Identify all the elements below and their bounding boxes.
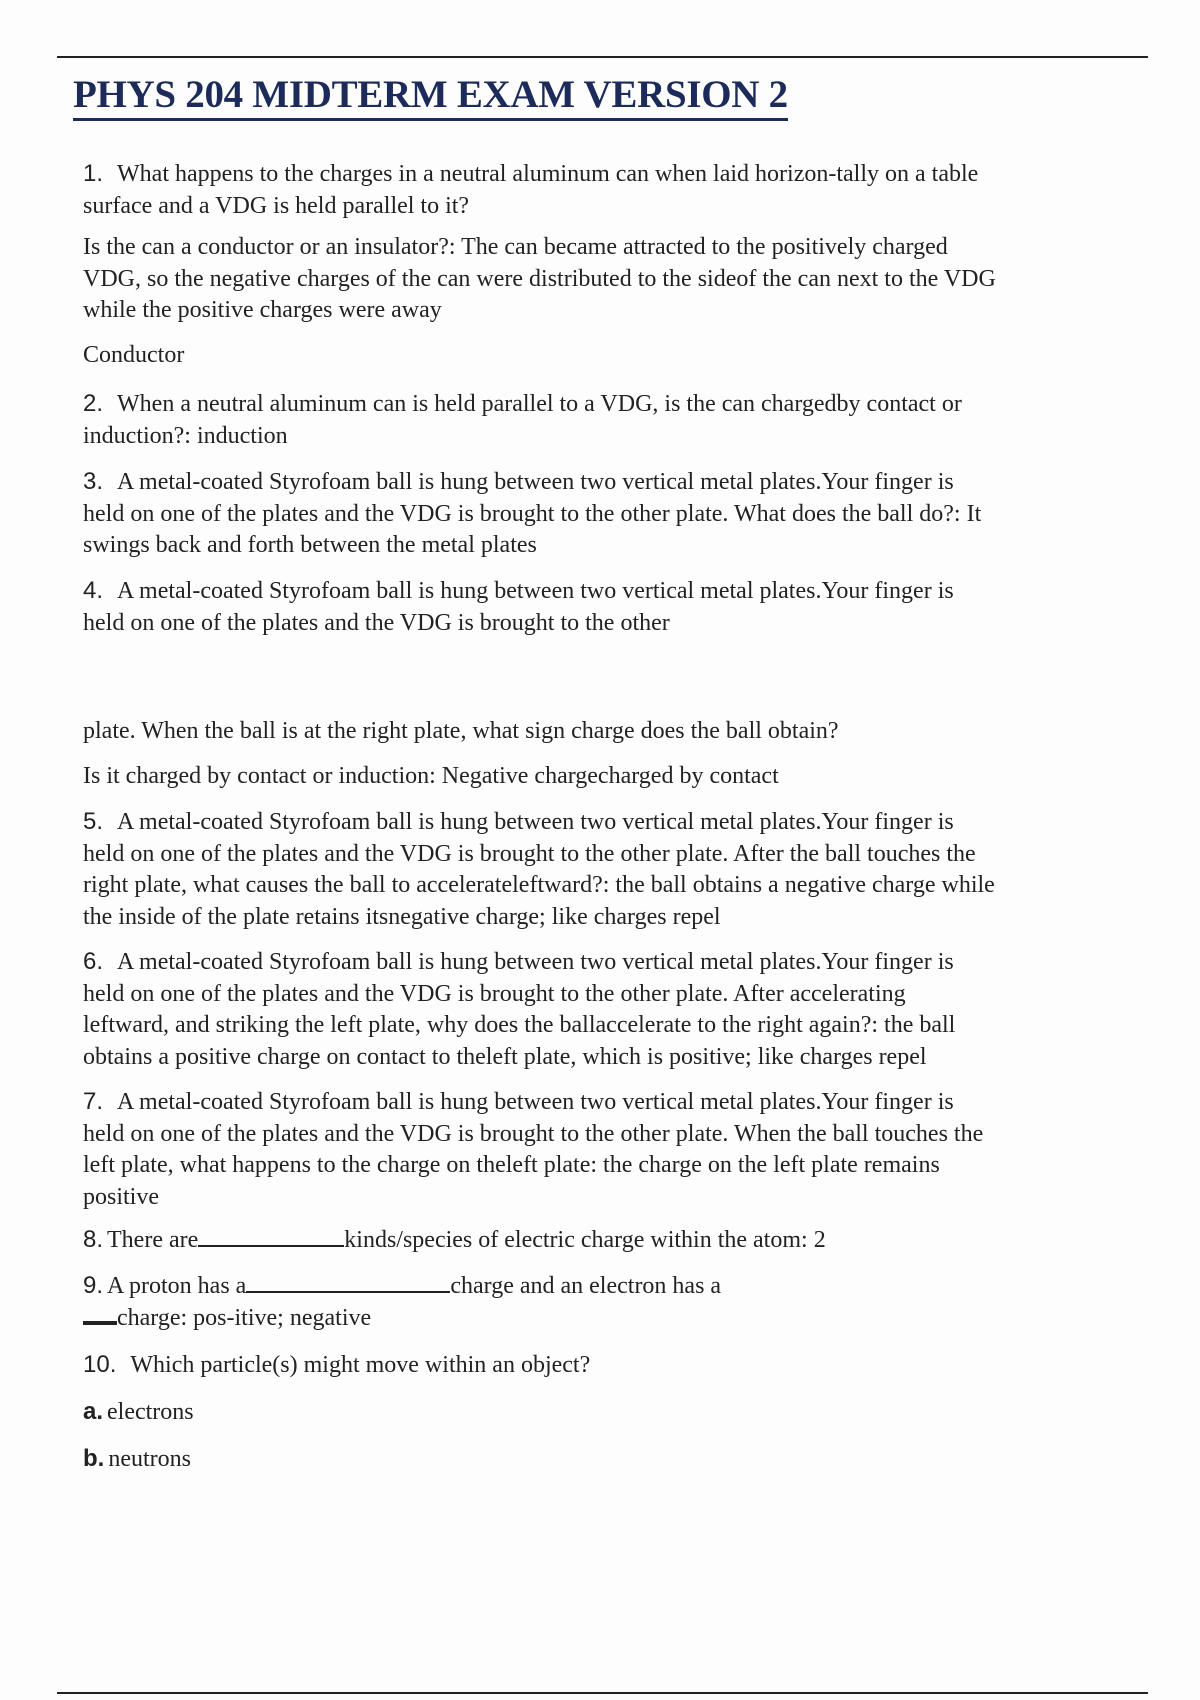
question-number: 9. [83,1272,104,1299]
question-text: right plate, what causes the ball to accelerateleftward?: the ball obtains a negative charge while [83,872,995,898]
question-text: swings back and forth between the metal plates [83,532,537,558]
question-number: 4. [83,577,104,604]
option-b [83,1443,1163,1476]
question-number: 5. [83,808,104,835]
question-text: left plate, what happens to the charge on theleft plate: the charge on the left plate remains [83,1152,940,1178]
fill-blank [246,1273,450,1293]
question-text: What happens to the charges in a neutral aluminum can when laid horizon-tally on a table [117,161,979,187]
question-number: 1. [83,160,104,187]
question-text: held on one of the plates and the VDG is brought to the other plate. What does the ball do?: It [83,500,982,527]
answer-4: Is it charged by contact or induction: Negative chargecharged by contact [83,763,779,789]
question-text: surface and a VDG is held parallel to it? [83,192,470,219]
question-4 [83,575,1163,639]
question-text: positive [83,1183,159,1210]
question-number: 6. [83,948,104,975]
question-text: When a neutral aluminum can is held parallel to a VDG, is the can chargedby contact or [117,391,962,417]
option-a [83,1396,1163,1429]
question-number: 10. [83,1351,117,1378]
question-1 [83,158,1163,222]
question-text: A metal-coated Styrofoam ball is hung between two vertical metal plates.Your finger is [117,809,954,835]
question-number: 2. [83,390,104,417]
page-title: PHYS 204 MIDTERM EXAM VERSION 2 [73,74,788,121]
question-7 [83,1086,1163,1213]
question-9 [83,1270,1163,1334]
question-2 [83,388,1163,452]
question-text: held on one of the plates and the VDG is brought to the other plate. When the ball touches the [83,1120,984,1147]
question-text: A metal-coated Styrofoam ball is hung between two vertical metal plates.Your finger is [117,1089,954,1115]
question-text: charge and an electron has a [450,1273,722,1299]
answer-text: Is the can a conductor or an insulator?: The can became attracted to the positively charged [83,234,948,260]
question-3 [83,466,1163,562]
question-text: induction?: induction [83,422,288,449]
question-text: held on one of the plates and the VDG is brought to the other [83,609,670,636]
question-8 [83,1224,1163,1257]
question-text: A metal-coated Styrofoam ball is hung between two vertical metal plates.Your finger is [117,949,954,975]
question-5 [83,806,1163,933]
question-text: the inside of the plate retains itsnegative charge; like charges repel [83,903,721,930]
question-6 [83,946,1163,1073]
top-rule [57,56,1148,58]
question-text: held on one of the plates and the VDG is brought to the other plate. After the ball touches the [83,840,976,867]
question-text: leftward, and striking the left plate, why does the ballaccelerate to the right again?: the ball [83,1012,956,1038]
answer-1-conductor: Conductor [83,342,185,368]
question-text: There are [107,1227,199,1253]
question-text: Which particle(s) might move within an object? [130,1352,591,1378]
question-number: 7. [83,1088,104,1115]
fill-blank [83,1303,117,1325]
bottom-rule [57,1692,1148,1694]
option-text: electrons [107,1399,194,1425]
fill-blank [198,1227,344,1247]
question-text: kinds/species of electric charge within the atom: 2 [344,1227,826,1253]
question-text: A proton has a [107,1273,247,1299]
option-text: neutrons [108,1446,191,1472]
question-text: obtains a positive charge on contact to theleft plate, which is positive; like charges repel [83,1043,927,1070]
question-text: A metal-coated Styrofoam ball is hung between two vertical metal plates.Your finger is [117,469,954,495]
question-text: held on one of the plates and the VDG is brought to the other plate. After accelerating [83,980,906,1007]
option-label: b. [83,1445,105,1472]
answer-text: VDG, so the negative charges of the can were distributed to the sideof the can next to the VDG [83,265,996,292]
question-text: charge: pos-itive; negative [117,1304,372,1331]
answer-1 [83,232,1163,327]
question-10 [83,1349,1163,1382]
question-4-continued: plate. When the ball is at the right plate, what sign charge does the ball obtain? [83,718,839,744]
option-label: a. [83,1398,104,1425]
question-number: 8. [83,1226,104,1253]
question-text: A metal-coated Styrofoam ball is hung between two vertical metal plates.Your finger is [117,578,954,604]
question-number: 3. [83,468,104,495]
answer-text: while the positive charges were away [83,297,442,323]
